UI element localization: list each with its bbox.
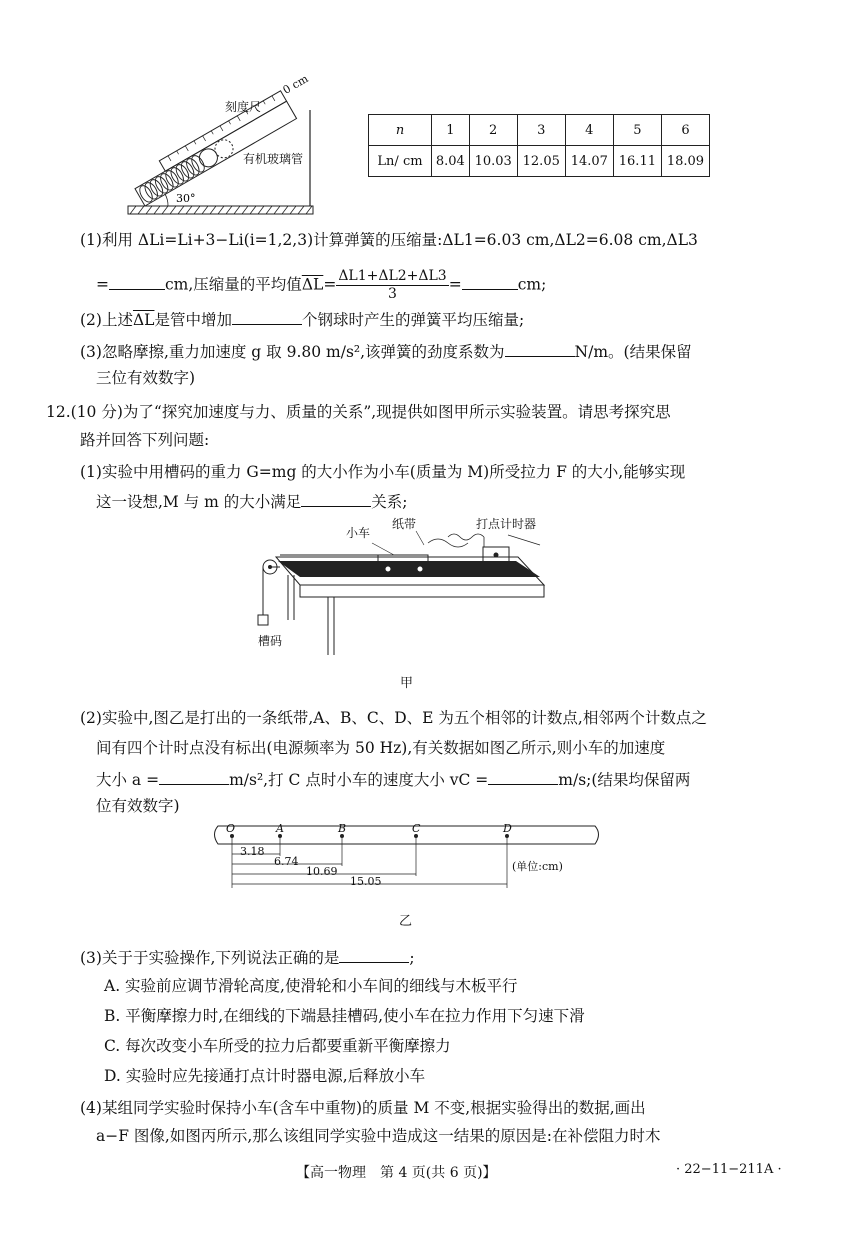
point-B: B: [338, 822, 347, 835]
point-O: O: [226, 822, 236, 835]
tape-label: 纸带: [392, 517, 417, 531]
data-table: [368, 114, 710, 177]
car-label: 小车: [346, 526, 371, 540]
q12-intro-line1: 12.(10 分)为了“探究加速度与力、质量的关系”,现提供如图甲所示实验装置。请思考探究思: [46, 403, 671, 421]
q11-part1-line2: = cm,压缩量的平均值$\overline{\Delta L}=$ $\frac{\Delta L1+\Delta L2+\Delta L3}{3}$ = cm;: [96, 268, 547, 302]
table-cell: 10.03: [469, 146, 517, 177]
caption-yi: 乙: [399, 914, 413, 929]
spring-tube-figure: [120, 78, 320, 218]
q12-intro-line2: 路并回答下列问题:: [80, 431, 210, 449]
q12-part4-line2: a−F 图像,如图丙所示,那么该组同学实验中造成这一结果的原因是:在补偿阻力时木: [96, 1127, 661, 1145]
q11-part1-line1: (1)利用 ΔLi=Li+3−Li(i=1,2,3)计算弹簧的压缩量:ΔL1=6.03 cm,ΔL2=6.08 cm,ΔL3: [80, 231, 698, 249]
q12-part1-line2: 这一设想,M 与 m 的大小满足 关系;: [96, 490, 408, 512]
table-cell: 12.05: [517, 146, 565, 177]
table-cell: 16.11: [613, 146, 661, 177]
table-cell: 1: [432, 115, 470, 146]
q12-part2-line3: 大小 a = m/s²,打 C 点时小车的速度大小 vC = m/s;(结果均保留两: [96, 768, 690, 790]
table-row-n: [369, 115, 710, 146]
ruler-label: 刻度尺: [225, 100, 262, 114]
dim-OC: 10.69: [306, 865, 338, 878]
dim-OD: 15.05: [350, 875, 382, 888]
dim-OB: 6.74: [274, 855, 299, 868]
answer-blank[interactable]: [159, 768, 229, 785]
weight-label: 槽码: [258, 634, 283, 648]
q11-part2: (2)上述$\overline{\Delta L}$是管中增加 个钢球时产生的弹簧平均压缩量;: [80, 308, 524, 330]
footer-page-info: 【高一物理 第 4 页(共 6 页)】: [296, 1165, 497, 1181]
q12-part3: (3)关于于实验操作,下列说法正确的是 ;: [80, 946, 415, 968]
table-cell: 3: [517, 115, 565, 146]
table-header-n: n: [369, 115, 432, 146]
answer-blank[interactable]: [488, 768, 558, 785]
answer-blank[interactable]: [301, 490, 371, 507]
answer-blank[interactable]: [505, 340, 575, 357]
q12-part1-line1: (1)实验中用槽码的重力 G=mg 的大小作为小车(质量为 M)所受拉力 F 的大小,能够实现: [80, 463, 686, 481]
q11-part3-line2: 三位有效数字): [96, 369, 196, 387]
option-B[interactable]: B. 平衡摩擦力时,在细线的下端悬挂槽码,使小车在拉力作用下匀速下滑: [104, 1007, 585, 1025]
answer-blank[interactable]: [339, 946, 409, 963]
option-D[interactable]: D. 实验时应先接通打点计时器电源,后释放小车: [104, 1067, 426, 1085]
point-A: A: [276, 822, 284, 835]
option-A[interactable]: A. 实验前应调节滑轮高度,使滑轮和小车间的细线与木板平行: [104, 977, 518, 995]
answer-blank[interactable]: [232, 308, 302, 325]
table-cell: 5: [613, 115, 661, 146]
answer-blank[interactable]: [462, 273, 518, 290]
timer-label: 打点计时器: [476, 517, 537, 531]
q12-part2-line2: 间有四个计时点没有标出(电源频率为 50 Hz),有关数据如图乙所示,则小车的加速度: [96, 739, 666, 757]
unit-label: (单位:cm): [512, 860, 563, 873]
tube-label: 有机玻璃管: [243, 152, 304, 166]
option-C[interactable]: C. 每次改变小车所受的拉力后都要重新平衡摩擦力: [104, 1037, 451, 1055]
footer-code: · 22−11−211A ·: [676, 1162, 782, 1177]
fraction: $\frac{\Delta L1+\Delta L2+\Delta L3}{3}$: [338, 268, 447, 302]
dim-OA: 3.18: [240, 845, 265, 858]
table-cell: 18.09: [661, 146, 709, 177]
table-cell: 6: [661, 115, 709, 146]
point-D: D: [503, 822, 512, 835]
table-header-L: Ln/ cm: [369, 146, 432, 177]
table-row-L: [369, 146, 710, 177]
avg-symbol: $\overline{\Delta L}$: [301, 275, 324, 294]
table-cell: 8.04: [432, 146, 470, 177]
tape-figure-yi: [210, 822, 605, 892]
apparatus-figure-jia: [248, 515, 558, 655]
zero-cm-label: 0 cm: [280, 72, 311, 97]
answer-blank[interactable]: [109, 273, 165, 290]
angle-label: 30°: [176, 192, 196, 205]
q12-part2-line1: (2)实验中,图乙是打出的一条纸带,A、B、C、D、E 为五个相邻的计数点,相邻两个计数点之: [80, 709, 707, 727]
table-cell: 2: [469, 115, 517, 146]
point-C: C: [412, 822, 421, 835]
table-cell: 14.07: [565, 146, 613, 177]
q12-part4-line1: (4)某组同学实验时保持小车(含车中重物)的质量 M 不变,根据实验得出的数据,画出: [80, 1099, 646, 1117]
q12-part2-line4: 位有效数字): [96, 797, 180, 815]
q11-part3: (3)忽略摩擦,重力加速度 g 取 9.80 m/s²,该弹簧的劲度系数为 N/m。(结果保留: [80, 340, 692, 362]
table-cell: 4: [565, 115, 613, 146]
caption-jia: 甲: [400, 676, 414, 691]
